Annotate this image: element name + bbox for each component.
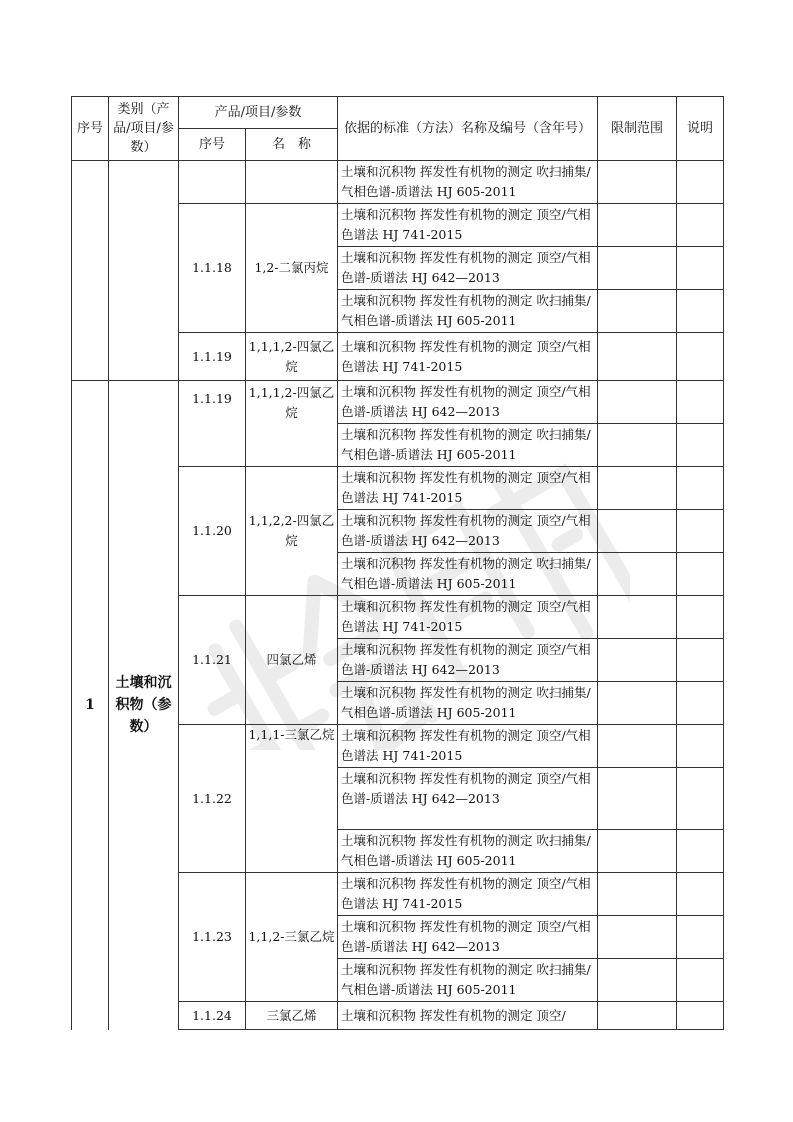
table-row xyxy=(72,161,724,204)
standard-name: 土壤和沉积物 挥发性有机物的测定 顶空/气相色谱法 HJ 741-2015 xyxy=(338,204,598,247)
limit-cell xyxy=(598,725,677,768)
standard-name: 土壤和沉积物 挥发性有机物的测定 顶空/ xyxy=(338,1002,598,1030)
item-name: 四氯乙烯 xyxy=(246,596,338,725)
item-no: 1.1.18 xyxy=(179,204,246,333)
limit-cell xyxy=(598,510,677,553)
limit-cell xyxy=(598,161,677,204)
limit-cell xyxy=(598,682,677,725)
standard-name: 土壤和沉积物 挥发性有机物的测定 吹扫捕集/气相色谱-质谱法 HJ 605-2011 xyxy=(338,553,598,596)
standard-name: 土壤和沉积物 挥发性有机物的测定 顶空/气相色谱-质谱法 HJ 642—2013 xyxy=(338,768,598,830)
limit-cell xyxy=(598,381,677,424)
standard-name: 土壤和沉积物 挥发性有机物的测定 顶空/气相色谱法 HJ 741-2015 xyxy=(338,596,598,639)
category-cell xyxy=(109,161,179,381)
note-cell xyxy=(677,639,724,682)
limit-cell xyxy=(598,959,677,1002)
header-sub-seq: 序号 xyxy=(179,129,246,161)
table-row xyxy=(72,381,724,424)
item-name xyxy=(246,161,338,204)
seq-cell xyxy=(72,161,109,381)
note-cell xyxy=(677,553,724,596)
header-seq: 序号 xyxy=(72,97,109,161)
item-name: 1,1,1,2-四氯乙烷 xyxy=(246,381,338,467)
item-no xyxy=(179,161,246,204)
limit-cell xyxy=(598,596,677,639)
header-name: 名 称 xyxy=(246,129,338,161)
note-cell xyxy=(677,916,724,959)
limit-cell xyxy=(598,916,677,959)
header-product-group: 产品/项目/参数 xyxy=(179,97,338,129)
limit-cell xyxy=(598,768,677,830)
note-cell xyxy=(677,467,724,510)
limit-cell xyxy=(598,467,677,510)
standard-name: 土壤和沉积物 挥发性有机物的测定 顶空/气相色谱法 HJ 741-2015 xyxy=(338,725,598,768)
standard-name: 土壤和沉积物 挥发性有机物的测定 顶空/气相色谱-质谱法 HJ 642—2013 xyxy=(338,916,598,959)
note-cell xyxy=(677,725,724,768)
note-cell xyxy=(677,424,724,467)
note-cell xyxy=(677,873,724,916)
standard-name: 土壤和沉积物 挥发性有机物的测定 顶空/气相色谱-质谱法 HJ 642—2013 xyxy=(338,247,598,290)
item-no: 1.1.20 xyxy=(179,467,246,596)
note-cell xyxy=(677,682,724,725)
standard-name: 土壤和沉积物 挥发性有机物的测定 顶空/气相色谱-质谱法 HJ 642—2013 xyxy=(338,639,598,682)
header-category: 类别（产品/项目/参数） xyxy=(109,97,179,161)
standard-name: 土壤和沉积物 挥发性有机物的测定 吹扫捕集/气相色谱-质谱法 HJ 605-2011 xyxy=(338,290,598,333)
limit-cell xyxy=(598,639,677,682)
item-name: 1,1,2,2-四氯乙烷 xyxy=(246,467,338,596)
note-cell xyxy=(677,596,724,639)
note-cell xyxy=(677,830,724,873)
header-limit: 限制范围 xyxy=(598,97,677,161)
note-cell xyxy=(677,381,724,424)
limit-cell xyxy=(598,204,677,247)
standard-name: 土壤和沉积物 挥发性有机物的测定 顶空/气相色谱法 HJ 741-2015 xyxy=(338,467,598,510)
note-cell xyxy=(677,247,724,290)
header-note: 说明 xyxy=(677,97,724,161)
item-name: 1,1,2-三氯乙烷 xyxy=(246,873,338,1002)
category-seq: 1 xyxy=(72,381,109,1030)
standard-name: 土壤和沉积物 挥发性有机物的测定 吹扫捕集/气相色谱-质谱法 HJ 605-2011 xyxy=(338,161,598,204)
item-no: 1.1.22 xyxy=(179,725,246,873)
standards-table xyxy=(71,96,724,1030)
limit-cell xyxy=(598,247,677,290)
note-cell xyxy=(677,768,724,830)
note-cell xyxy=(677,510,724,553)
standard-name: 土壤和沉积物 挥发性有机物的测定 顶空/气相色谱-质谱法 HJ 642—2013 xyxy=(338,381,598,424)
standard-name: 土壤和沉积物 挥发性有机物的测定 吹扫捕集/气相色谱-质谱法 HJ 605-2011 xyxy=(338,682,598,725)
note-cell xyxy=(677,290,724,333)
limit-cell xyxy=(598,333,677,381)
limit-cell xyxy=(598,553,677,596)
standard-name: 土壤和沉积物 挥发性有机物的测定 顶空/气相色谱法 HJ 741-2015 xyxy=(338,873,598,916)
category-name: 土壤和沉积物（参数） xyxy=(109,381,179,1030)
item-no: 1.1.24 xyxy=(179,1002,246,1030)
limit-cell xyxy=(598,290,677,333)
limit-cell xyxy=(598,830,677,873)
standard-name: 土壤和沉积物 挥发性有机物的测定 顶空/气相色谱-质谱法 HJ 642—2013 xyxy=(338,510,598,553)
item-no: 1.1.19 xyxy=(179,381,246,467)
header-standard: 依据的标准（方法）名称及编号（含年号） xyxy=(338,97,598,161)
note-cell xyxy=(677,959,724,1002)
item-name: 1,1,1-三氯乙烷 xyxy=(246,725,338,873)
limit-cell xyxy=(598,873,677,916)
note-cell xyxy=(677,333,724,381)
standard-name: 土壤和沉积物 挥发性有机物的测定 吹扫捕集/气相色谱-质谱法 HJ 605-2011 xyxy=(338,830,598,873)
standard-name: 土壤和沉积物 挥发性有机物的测定 顶空/气相色谱法 HJ 741-2015 xyxy=(338,333,598,381)
note-cell xyxy=(677,161,724,204)
standard-name: 土壤和沉积物 挥发性有机物的测定 吹扫捕集/气相色谱-质谱法 HJ 605-2011 xyxy=(338,959,598,1002)
standard-name: 土壤和沉积物 挥发性有机物的测定 吹扫捕集/气相色谱-质谱法 HJ 605-2011 xyxy=(338,424,598,467)
note-cell xyxy=(677,204,724,247)
item-name: 三氯乙烯 xyxy=(246,1002,338,1030)
item-name: 1,1,1,2-四氯乙烷 xyxy=(246,333,338,381)
item-name: 1,2-二氯丙烷 xyxy=(246,204,338,333)
limit-cell xyxy=(598,1002,677,1030)
item-no: 1.1.23 xyxy=(179,873,246,1002)
note-cell xyxy=(677,1002,724,1030)
limit-cell xyxy=(598,424,677,467)
item-no: 1.1.19 xyxy=(179,333,246,381)
item-no: 1.1.21 xyxy=(179,596,246,725)
